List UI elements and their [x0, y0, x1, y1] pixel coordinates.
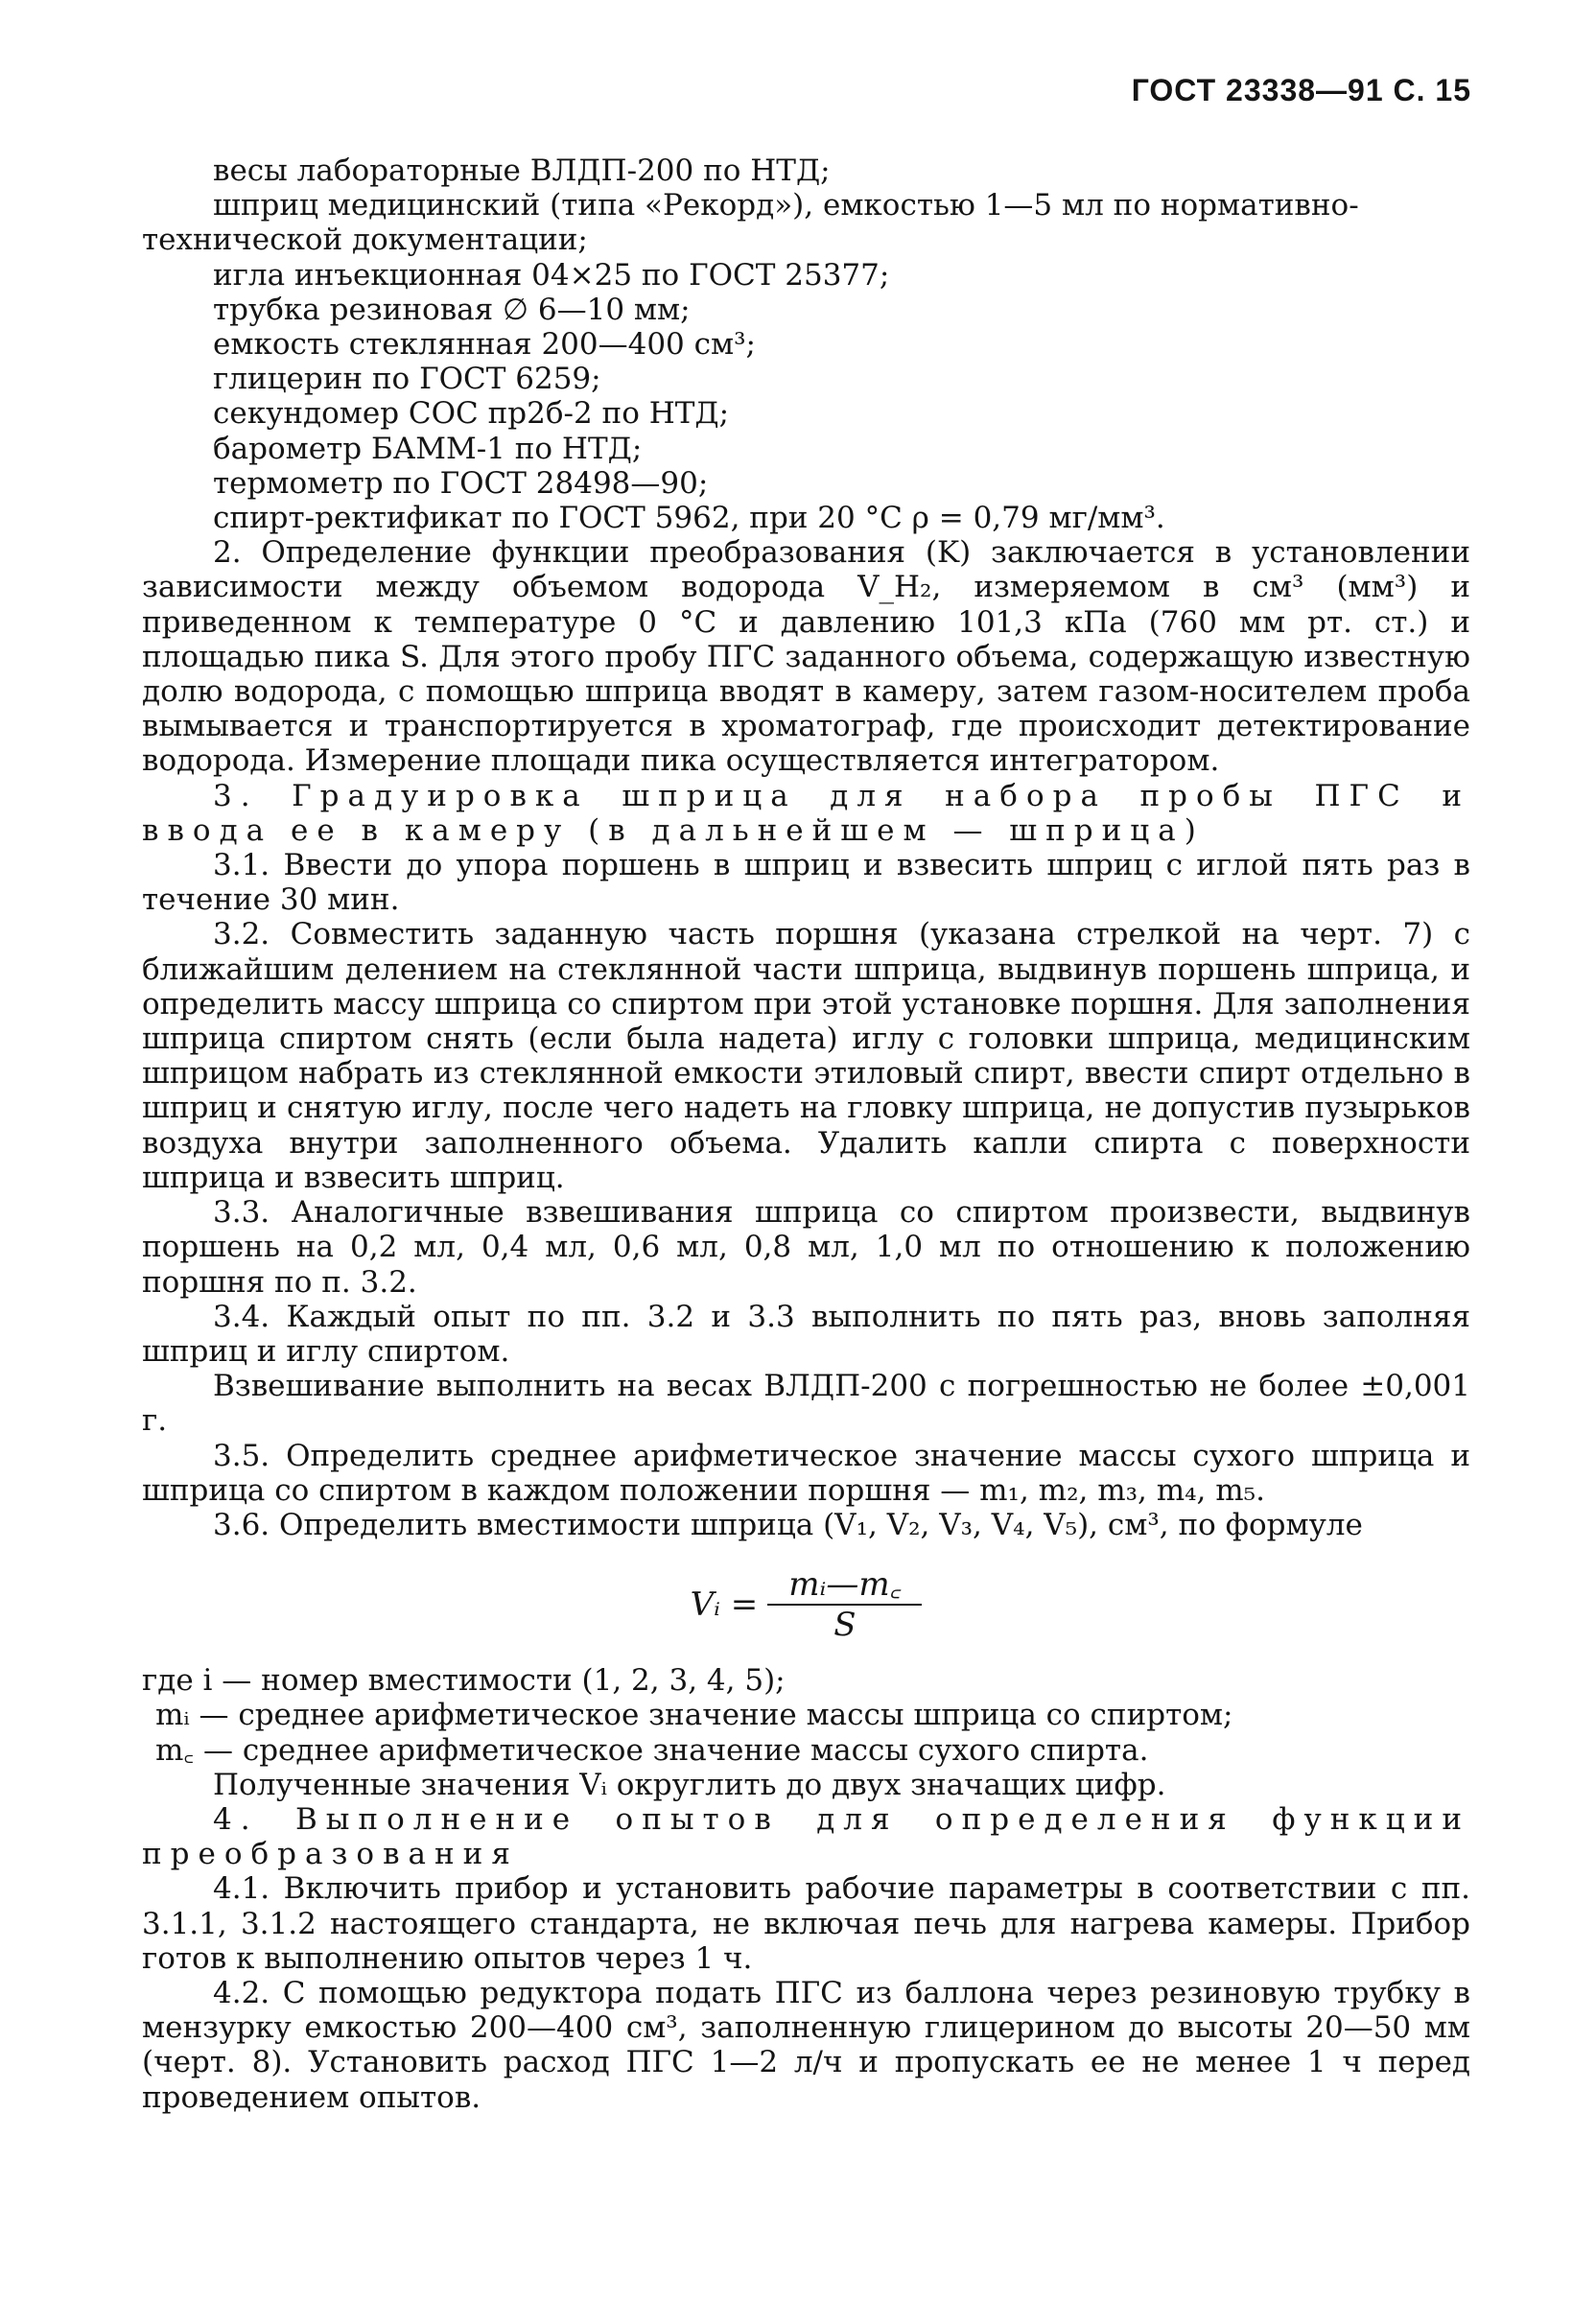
equipment-item: глицерин по ГОСТ 6259; — [213, 362, 601, 397]
formula-lhs: Vᵢ = — [690, 1585, 759, 1625]
equipment-item: игла инъекционная 04×25 по ГОСТ 25377; — [213, 257, 890, 293]
paragraph-3-2: 3.2. Совместить заданную часть поршня (указана стрелкой на черт. 7) с ближайшим делением на стеклянной части шприца, выдвинув поршень шприца, и определить массу шприца со спиртом при этой установке поршня. Для заполнения шприца спиртом снять (если была надета) иглу с головки шприца, медицинским шприцом набрать из стеклянной емкости этиловый спирт, ввести спирт отдельно в шприц и снятую иглу, после чего надеть на гловку шприца, не допустив пузырьков воздуха внутри заполненного объема. Удалить капли спирта с поверхности шприца и взвесить шприц. — [142, 917, 1470, 1195]
paragraph-4-1: 4.1. Включить прибор и установить рабочие параметры в соответствии с пп. 3.1.1, 3.1.2 настоящего стандарта, не включая печь для нагрева камеры. Прибор готов к выполнению опытов через 1 ч. — [142, 1871, 1470, 1976]
equipment-item: секундомер СОС пр2б-2 по НТД; — [213, 396, 730, 432]
page-header: ГОСТ 23338—91 С. 15 — [1131, 73, 1471, 107]
equipment-item: барометр БАММ-1 по НТД; — [213, 431, 643, 466]
formula-where-line: где i — номер вместимости (1, 2, 3, 4, 5); — [142, 1663, 786, 1699]
equipment-item: шприц медицинский (типа «Рекорд»), емкостью 1—5 мл по нормативно- — [213, 188, 1359, 223]
paragraph-3-3: 3.3. Аналогичные взвешивания шприца со спиртом произвести, выдвинув поршень на 0,2 мл, 0,4 мл, 0,6 мл, 0,8 мл, 1,0 мл по отношению к положению поршня по п. 3.2. — [142, 1195, 1470, 1300]
equipment-item: весы лабораторные ВЛДП-200 по НТД; — [213, 153, 831, 188]
equipment-item: спирт-ректификат по ГОСТ 5962, при 20 °С ρ = 0,79 мг/мм³. — [213, 501, 1165, 536]
formula-denominator: S — [833, 1606, 857, 1645]
paragraph-3-6: 3.6. Определить вместимости шприца (V₁, V₂, V₃, V₄, V₅), см³, по формуле — [213, 1507, 1363, 1542]
rounding-note: Полученные значения Vᵢ округлить до двух значащих цифр. — [213, 1767, 1166, 1802]
paragraph-4-2: 4.2. С помощью редуктора подать ПГС из баллона через резиновую трубку в мензурку емкостью 200—400 см³, заполненную глицерином до высоты 20—50 мм (черт. 8). Установить расход ПГС 1—2 л/ч и пропускать ее не менее 1 ч перед проведением опытов. — [142, 1975, 1470, 2115]
document-body — [142, 153, 1470, 2115]
paragraph-3-4: 3.4. Каждый опыт по пп. 3.2 и 3.3 выполнить по пять раз, вновь заполняя шприц и иглу спиртом. — [142, 1299, 1470, 1369]
paragraph-2: 2. Определение функции преобразования (K) заключается в установлении зависимости между объемом водорода V_H₂, измеряемом в см³ (мм³) и приведенном к температуре 0 °С и давлению 101,3 кПа (760 мм рт. ст.) и площадью пика S. Для этого пробу ПГС заданного объема, содержащую известную долю водорода, с помощью шприца вводят в камеру, затем газом-носителем проба вымывается и транспортируется в хроматограф, где происходит детектирование водорода. Измерение площади пика осуществляется интегратором. — [142, 535, 1470, 779]
paragraph-3-1: 3.1. Ввести до упора поршень в шприц и взвесить шприц с иглой пять раз в течение 30 мин. — [142, 848, 1470, 918]
formula-where-line: mᵢ — среднее арифметическое значение массы шприца со спиртом; — [155, 1698, 1233, 1733]
equipment-item: термометр по ГОСТ 28498—90; — [213, 465, 709, 501]
paragraph-3-5: 3.5. Определить среднее арифметическое значение массы сухого шприца и шприца со спиртом в каждом положении поршня — m₁, m₂, m₃, m₄, m₅. — [142, 1438, 1470, 1508]
equipment-item-continuation: технической документации; — [142, 223, 588, 258]
paragraph-3-4-weighing: Взвешивание выполнить на весах ВЛДП-200 с погрешностью не более ±0,001 г. — [142, 1369, 1470, 1439]
equipment-item: трубка резиновая ∅ 6—10 мм; — [213, 292, 691, 327]
volume-formula — [142, 1552, 1470, 1657]
formula-numerator: mᵢ—m꜀ — [767, 1567, 922, 1606]
section-3-heading: 3. Градуировка шприца для набора пробы ПГС и ввода ее в камеру (в дальнейшем — шприца) — [142, 778, 1470, 848]
section-4-heading: 4. Выполнение опытов для определения функции преобразования — [142, 1801, 1470, 1872]
formula-fraction — [767, 1564, 922, 1645]
equipment-item: емкость стеклянная 200—400 см³; — [213, 327, 756, 363]
formula-where-line: m꜀ — среднее арифметическое значение массы сухого спирта. — [155, 1732, 1149, 1768]
